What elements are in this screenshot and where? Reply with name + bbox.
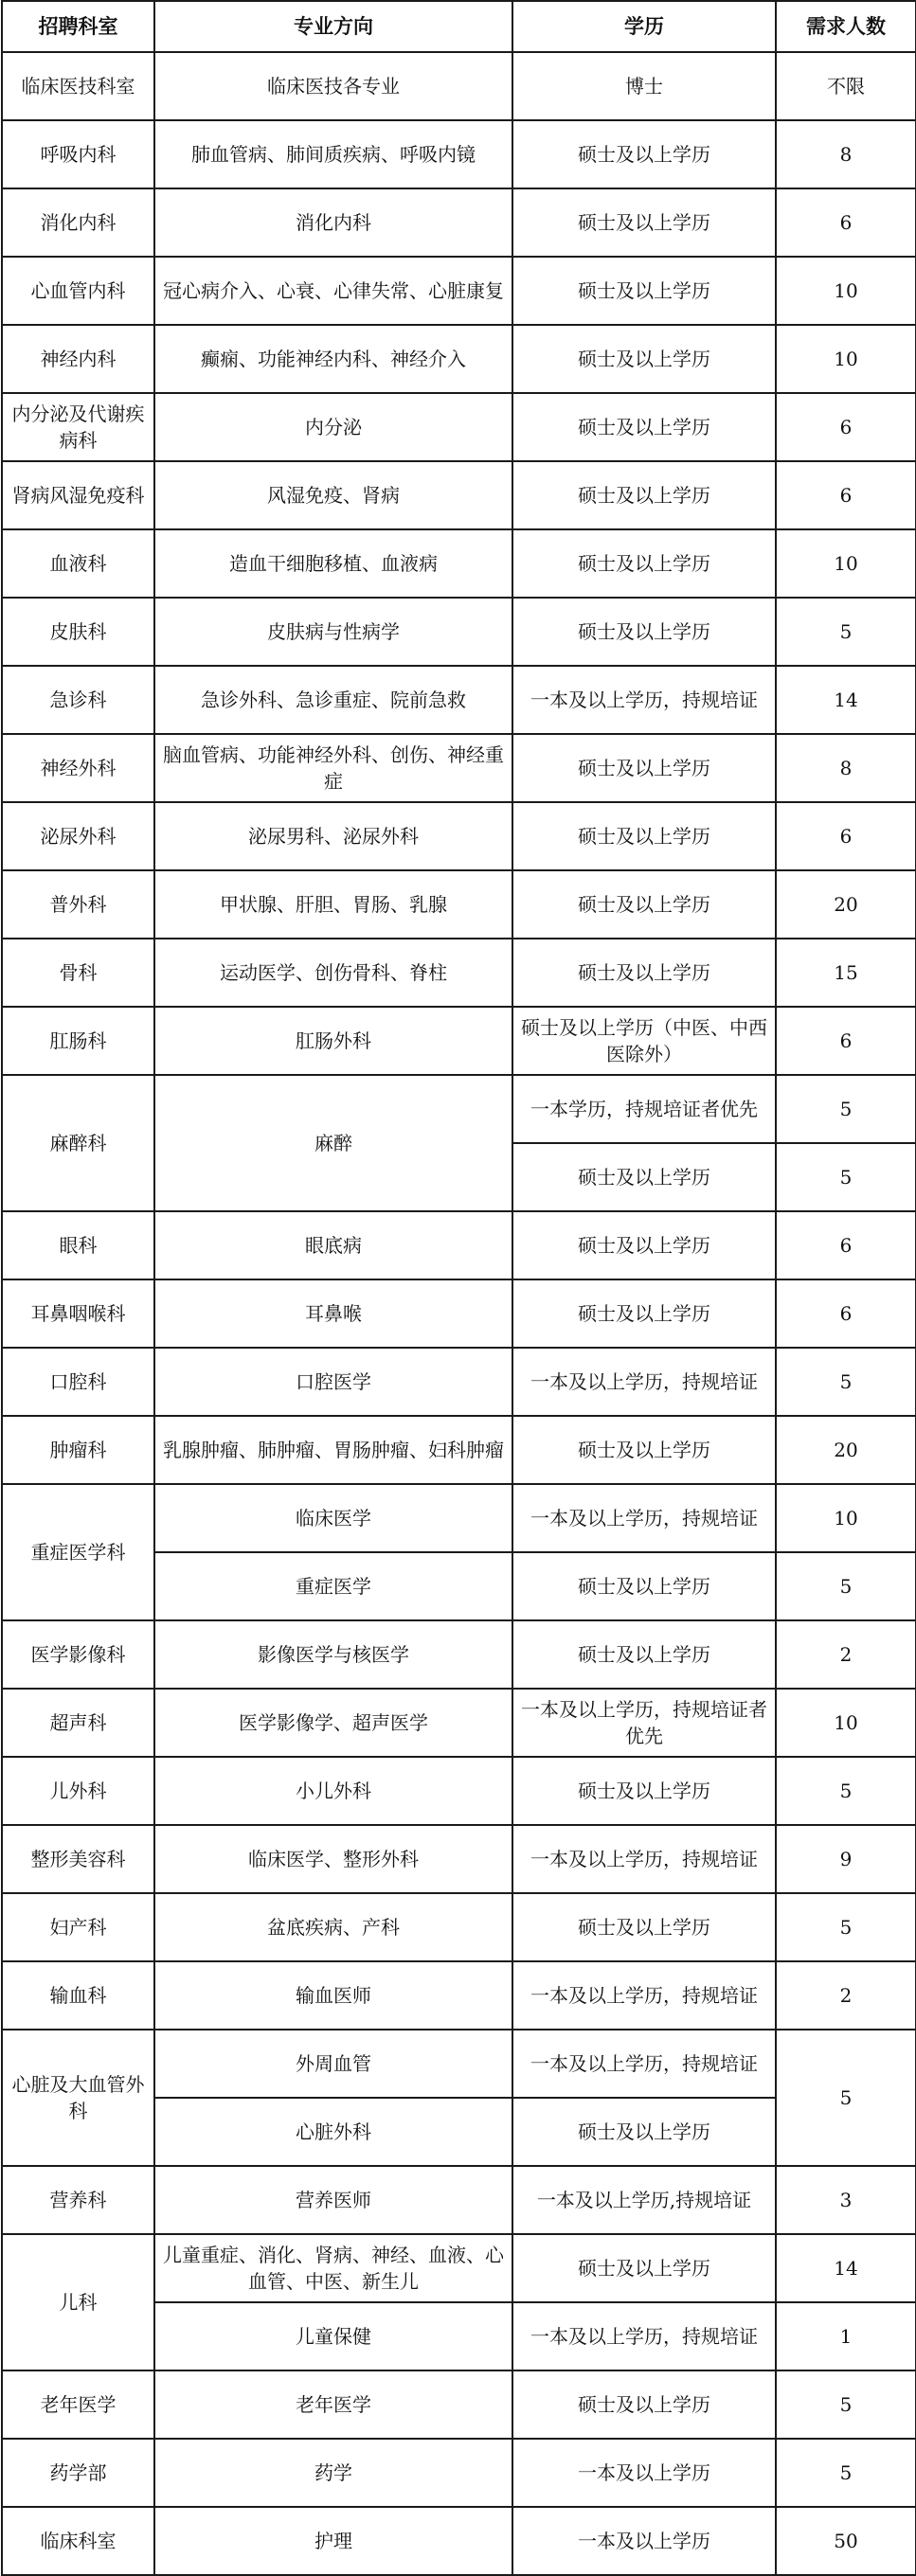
table-row bbox=[2, 1279, 916, 1348]
table-row bbox=[2, 2370, 916, 2439]
cell-count: 10 bbox=[776, 529, 916, 598]
cell-major: 儿童重症、消化、肾病、神经、血液、心血管、中医、新生儿 bbox=[154, 2234, 512, 2302]
cell-education: 硕士及以上学历 bbox=[512, 1893, 776, 1961]
cell-dept: 急诊科 bbox=[2, 666, 154, 734]
table-row bbox=[2, 1961, 916, 2030]
table-row bbox=[2, 1620, 916, 1689]
cell-count: 50 bbox=[776, 2507, 916, 2575]
cell-major: 营养医师 bbox=[154, 2166, 512, 2234]
cell-education: 一本及以上学历，持规培证 bbox=[512, 2302, 776, 2370]
cell-major: 盆底疾病、产科 bbox=[154, 1893, 512, 1961]
cell-major: 影像医学与核医学 bbox=[154, 1620, 512, 1689]
cell-count: 6 bbox=[776, 393, 916, 461]
cell-count: 6 bbox=[776, 1007, 916, 1075]
table-row bbox=[2, 1348, 916, 1416]
cell-education: 硕士及以上学历 bbox=[512, 802, 776, 870]
cell-count: 5 bbox=[776, 2439, 916, 2507]
cell-count: 9 bbox=[776, 1825, 916, 1893]
cell-count: 10 bbox=[776, 1689, 916, 1757]
cell-count: 5 bbox=[776, 1348, 916, 1416]
cell-count: 8 bbox=[776, 734, 916, 802]
cell-dept: 肛肠科 bbox=[2, 1007, 154, 1075]
cell-education: 博士 bbox=[512, 52, 776, 120]
cell-count: 2 bbox=[776, 1961, 916, 2030]
cell-major: 医学影像学、超声医学 bbox=[154, 1689, 512, 1757]
cell-count: 不限 bbox=[776, 52, 916, 120]
cell-education: 一本学历，持规培证者优先 bbox=[512, 1075, 776, 1143]
cell-major: 临床医技各专业 bbox=[154, 52, 512, 120]
cell-count: 6 bbox=[776, 461, 916, 529]
table-row bbox=[2, 257, 916, 325]
table-row bbox=[2, 2166, 916, 2234]
table-row bbox=[2, 461, 916, 529]
cell-dept: 普外科 bbox=[2, 870, 154, 939]
cell-major: 泌尿男科、泌尿外科 bbox=[154, 802, 512, 870]
cell-education: 硕士及以上学历 bbox=[512, 1416, 776, 1484]
cell-major: 口腔医学 bbox=[154, 1348, 512, 1416]
cell-count: 2 bbox=[776, 1620, 916, 1689]
cell-education: 硕士及以上学历 bbox=[512, 1620, 776, 1689]
cell-education: 硕士及以上学历 bbox=[512, 393, 776, 461]
cell-count: 14 bbox=[776, 2234, 916, 2302]
cell-education: 硕士及以上学历 bbox=[512, 120, 776, 188]
cell-major: 脑血管病、功能神经外科、创伤、神经重症 bbox=[154, 734, 512, 802]
table-row bbox=[2, 939, 916, 1007]
cell-education: 硕士及以上学历 bbox=[512, 870, 776, 939]
cell-major: 眼底病 bbox=[154, 1211, 512, 1279]
table-row bbox=[2, 529, 916, 598]
cell-major: 耳鼻喉 bbox=[154, 1279, 512, 1348]
cell-dept: 医学影像科 bbox=[2, 1620, 154, 1689]
cell-major: 急诊外科、急诊重症、院前急救 bbox=[154, 666, 512, 734]
cell-dept: 药学部 bbox=[2, 2439, 154, 2507]
cell-dept: 营养科 bbox=[2, 2166, 154, 2234]
table-row bbox=[2, 188, 916, 257]
cell-major: 麻醉 bbox=[154, 1075, 512, 1211]
cell-count: 5 bbox=[776, 1143, 916, 1211]
cell-count: 10 bbox=[776, 257, 916, 325]
cell-count: 5 bbox=[776, 1552, 916, 1620]
table-row bbox=[2, 1757, 916, 1825]
cell-education: 一本及以上学历，持规培证 bbox=[512, 1961, 776, 2030]
cell-education: 硕士及以上学历 bbox=[512, 939, 776, 1007]
cell-count: 6 bbox=[776, 188, 916, 257]
cell-education: 硕士及以上学历 bbox=[512, 1211, 776, 1279]
cell-major: 乳腺肿瘤、肺肿瘤、胃肠肿瘤、妇科肿瘤 bbox=[154, 1416, 512, 1484]
header-education: 学历 bbox=[512, 1, 776, 52]
cell-dept: 内分泌及代谢疾病科 bbox=[2, 393, 154, 461]
cell-dept: 骨科 bbox=[2, 939, 154, 1007]
cell-count: 5 bbox=[776, 2030, 916, 2166]
cell-education: 一本及以上学历,持规培证 bbox=[512, 2166, 776, 2234]
table-row bbox=[2, 666, 916, 734]
table-row bbox=[2, 1075, 916, 1143]
cell-major: 输血医师 bbox=[154, 1961, 512, 2030]
cell-education: 硕士及以上学历 bbox=[512, 257, 776, 325]
recruitment-table bbox=[1, 0, 916, 2576]
cell-education: 硕士及以上学历 bbox=[512, 1552, 776, 1620]
table-row bbox=[2, 1893, 916, 1961]
cell-major: 儿童保健 bbox=[154, 2302, 512, 2370]
cell-education: 硕士及以上学历 bbox=[512, 461, 776, 529]
cell-count: 5 bbox=[776, 598, 916, 666]
cell-count: 20 bbox=[776, 870, 916, 939]
table-row bbox=[2, 2507, 916, 2575]
cell-count: 20 bbox=[776, 1416, 916, 1484]
cell-major: 肺血管病、肺间质疾病、呼吸内镜 bbox=[154, 120, 512, 188]
header-count: 需求人数 bbox=[776, 1, 916, 52]
cell-dept: 临床医技科室 bbox=[2, 52, 154, 120]
cell-major: 心脏外科 bbox=[154, 2098, 512, 2166]
cell-major: 重症医学 bbox=[154, 1552, 512, 1620]
header-major: 专业方向 bbox=[154, 1, 512, 52]
cell-education: 硕士及以上学历 bbox=[512, 598, 776, 666]
cell-count: 10 bbox=[776, 325, 916, 393]
cell-major: 肛肠外科 bbox=[154, 1007, 512, 1075]
cell-count: 14 bbox=[776, 666, 916, 734]
table-row bbox=[2, 1211, 916, 1279]
cell-dept: 神经内科 bbox=[2, 325, 154, 393]
cell-dept: 重症医学科 bbox=[2, 1484, 154, 1620]
cell-count: 3 bbox=[776, 2166, 916, 2234]
table-row bbox=[2, 393, 916, 461]
cell-major: 外周血管 bbox=[154, 2030, 512, 2098]
table-row bbox=[2, 120, 916, 188]
cell-dept: 老年医学 bbox=[2, 2370, 154, 2439]
cell-education: 一本及以上学历，持规培证 bbox=[512, 1825, 776, 1893]
cell-dept: 皮肤科 bbox=[2, 598, 154, 666]
cell-education: 一本及以上学历，持规培证者优先 bbox=[512, 1689, 776, 1757]
cell-count: 5 bbox=[776, 1757, 916, 1825]
cell-education: 硕士及以上学历 bbox=[512, 2370, 776, 2439]
cell-major: 小儿外科 bbox=[154, 1757, 512, 1825]
cell-dept: 麻醉科 bbox=[2, 1075, 154, 1211]
cell-count: 5 bbox=[776, 2370, 916, 2439]
cell-major: 造血干细胞移植、血液病 bbox=[154, 529, 512, 598]
cell-major: 药学 bbox=[154, 2439, 512, 2507]
table-row bbox=[2, 325, 916, 393]
cell-dept: 耳鼻咽喉科 bbox=[2, 1279, 154, 1348]
header-dept: 招聘科室 bbox=[2, 1, 154, 52]
table-row bbox=[2, 802, 916, 870]
cell-count: 6 bbox=[776, 1211, 916, 1279]
cell-major: 甲状腺、肝胆、胃肠、乳腺 bbox=[154, 870, 512, 939]
cell-count: 8 bbox=[776, 120, 916, 188]
cell-education: 一本及以上学历，持规培证 bbox=[512, 666, 776, 734]
cell-education: 硕士及以上学历 bbox=[512, 1143, 776, 1211]
cell-dept: 输血科 bbox=[2, 1961, 154, 2030]
table-row bbox=[2, 1689, 916, 1757]
cell-dept: 心血管内科 bbox=[2, 257, 154, 325]
cell-education: 一本及以上学历，持规培证 bbox=[512, 2030, 776, 2098]
cell-education: 一本及以上学历，持规培证 bbox=[512, 1484, 776, 1552]
table-row bbox=[2, 870, 916, 939]
cell-major: 风湿免疫、肾病 bbox=[154, 461, 512, 529]
cell-major: 皮肤病与性病学 bbox=[154, 598, 512, 666]
cell-dept: 超声科 bbox=[2, 1689, 154, 1757]
cell-education: 硕士及以上学历 bbox=[512, 734, 776, 802]
cell-dept: 妇产科 bbox=[2, 1893, 154, 1961]
table-row bbox=[2, 2030, 916, 2098]
cell-major: 运动医学、创伤骨科、脊柱 bbox=[154, 939, 512, 1007]
table-row bbox=[2, 1416, 916, 1484]
cell-dept: 神经外科 bbox=[2, 734, 154, 802]
cell-education: 硕士及以上学历 bbox=[512, 529, 776, 598]
table-row bbox=[2, 734, 916, 802]
cell-count: 6 bbox=[776, 802, 916, 870]
cell-major: 癫痫、功能神经内科、神经介入 bbox=[154, 325, 512, 393]
table-row bbox=[2, 52, 916, 120]
cell-dept: 口腔科 bbox=[2, 1348, 154, 1416]
table-row bbox=[2, 1484, 916, 1552]
cell-dept: 儿外科 bbox=[2, 1757, 154, 1825]
cell-major: 护理 bbox=[154, 2507, 512, 2575]
cell-count: 5 bbox=[776, 1075, 916, 1143]
cell-count: 15 bbox=[776, 939, 916, 1007]
cell-education: 硕士及以上学历 bbox=[512, 188, 776, 257]
cell-dept: 肾病风湿免疫科 bbox=[2, 461, 154, 529]
cell-dept: 泌尿外科 bbox=[2, 802, 154, 870]
table-header-row bbox=[2, 1, 916, 52]
cell-count: 6 bbox=[776, 1279, 916, 1348]
cell-education: 一本及以上学历 bbox=[512, 2439, 776, 2507]
cell-major: 内分泌 bbox=[154, 393, 512, 461]
cell-education: 硕士及以上学历 bbox=[512, 1279, 776, 1348]
cell-dept: 儿科 bbox=[2, 2234, 154, 2370]
cell-dept: 消化内科 bbox=[2, 188, 154, 257]
table-row bbox=[2, 2234, 916, 2302]
cell-dept: 临床科室 bbox=[2, 2507, 154, 2575]
cell-major: 临床医学 bbox=[154, 1484, 512, 1552]
cell-education: 硕士及以上学历 bbox=[512, 1757, 776, 1825]
cell-dept: 呼吸内科 bbox=[2, 120, 154, 188]
cell-dept: 血液科 bbox=[2, 529, 154, 598]
cell-education: 一本及以上学历 bbox=[512, 2507, 776, 2575]
cell-education: 硕士及以上学历 bbox=[512, 2098, 776, 2166]
cell-dept: 肿瘤科 bbox=[2, 1416, 154, 1484]
table-row bbox=[2, 2439, 916, 2507]
table-row bbox=[2, 1007, 916, 1075]
table-row bbox=[2, 1825, 916, 1893]
cell-dept: 眼科 bbox=[2, 1211, 154, 1279]
cell-dept: 心脏及大血管外科 bbox=[2, 2030, 154, 2166]
cell-dept: 整形美容科 bbox=[2, 1825, 154, 1893]
cell-education: 硕士及以上学历 bbox=[512, 325, 776, 393]
cell-major: 临床医学、整形外科 bbox=[154, 1825, 512, 1893]
cell-count: 10 bbox=[776, 1484, 916, 1552]
cell-major: 消化内科 bbox=[154, 188, 512, 257]
cell-major: 老年医学 bbox=[154, 2370, 512, 2439]
cell-education: 一本及以上学历，持规培证 bbox=[512, 1348, 776, 1416]
table-row bbox=[2, 598, 916, 666]
cell-education: 硕士及以上学历（中医、中西医除外） bbox=[512, 1007, 776, 1075]
cell-count: 1 bbox=[776, 2302, 916, 2370]
cell-count: 5 bbox=[776, 1893, 916, 1961]
cell-major: 冠心病介入、心衰、心律失常、心脏康复 bbox=[154, 257, 512, 325]
cell-education: 硕士及以上学历 bbox=[512, 2234, 776, 2302]
